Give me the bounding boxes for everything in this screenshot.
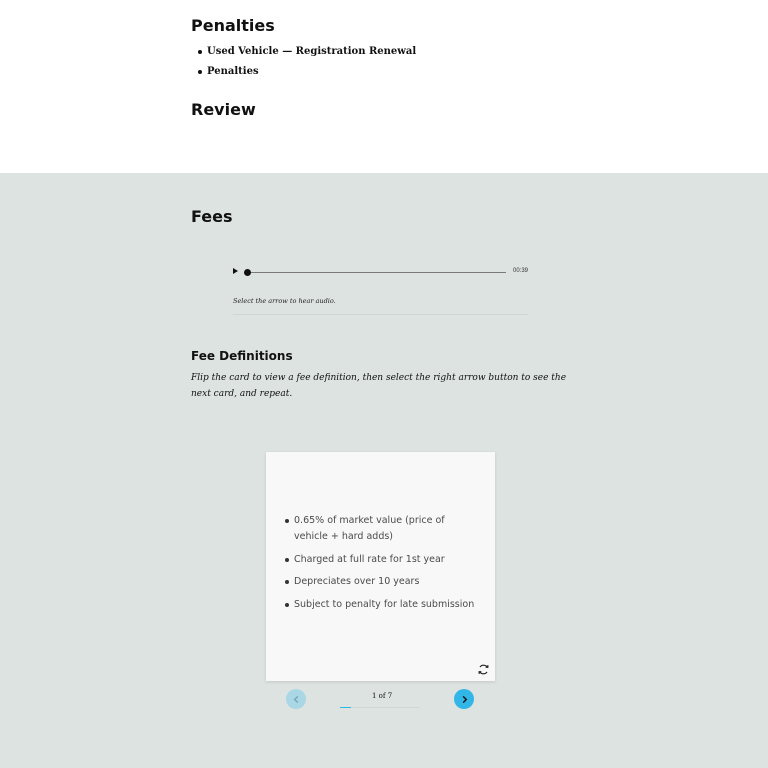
review-heading: Review — [191, 100, 256, 119]
chevron-left-icon — [292, 695, 301, 704]
next-card-button[interactable] — [454, 689, 474, 709]
list-item: Used Vehicle — Registration Renewal — [207, 44, 416, 64]
list-item: Depreciates over 10 years — [294, 574, 479, 590]
list-item: 0.65% of market value (price of vehicle + hard adds) — [294, 513, 479, 545]
fee-definitions-heading: Fee Definitions — [191, 349, 293, 363]
audio-player — [233, 266, 528, 280]
flashcard-list — [294, 513, 479, 619]
flashcard-navigation — [286, 689, 475, 711]
top-section — [0, 0, 768, 173]
card-counter: 1 of 7 — [372, 692, 393, 700]
fee-definitions-instructions: Flip the card to view a fee definition, then select the right arrow button to see the next card, and repeat. — [191, 373, 567, 399]
card-progress-track — [340, 707, 420, 708]
previous-card-button[interactable] — [286, 689, 306, 709]
play-icon[interactable] — [233, 268, 238, 274]
flip-card-icon[interactable] — [477, 663, 490, 676]
penalties-heading: Penalties — [191, 16, 275, 35]
audio-seek-handle[interactable] — [244, 269, 251, 276]
audio-seek-track[interactable] — [247, 272, 506, 273]
chevron-right-icon — [460, 695, 469, 704]
card-progress-fill — [340, 707, 351, 708]
audio-caption: Select the arrow to hear audio. — [233, 297, 336, 305]
fees-heading: Fees — [191, 207, 233, 226]
list-item: Subject to penalty for late submission — [294, 597, 479, 613]
list-item: Penalties — [207, 64, 416, 84]
penalties-list — [207, 44, 416, 83]
flashcard[interactable] — [266, 452, 495, 681]
audio-duration: 00:39 — [513, 268, 529, 274]
list-item: Charged at full rate for 1st year — [294, 552, 479, 568]
divider — [233, 314, 528, 315]
